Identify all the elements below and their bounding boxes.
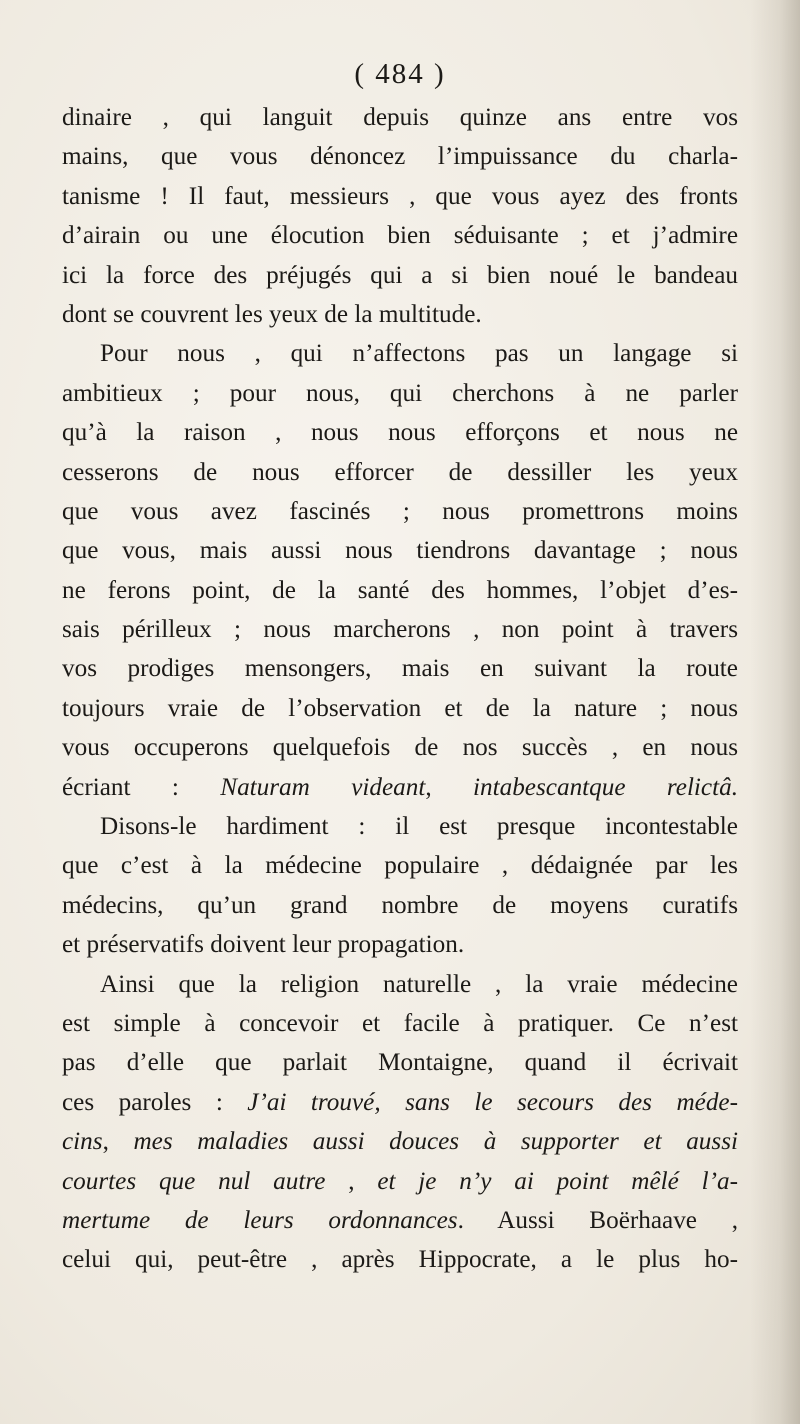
text-line [62, 571, 738, 610]
text-line [62, 1162, 738, 1201]
text-line [62, 807, 738, 846]
body-text [62, 98, 738, 1280]
text-line [62, 649, 738, 688]
text-run: sais périlleux ; nous marcherons , non point à travers [62, 616, 738, 644]
text-line [62, 1004, 738, 1043]
text-run: que vous, mais aussi nous tiendrons davantage ; nous [62, 537, 738, 565]
text-run: vous occuperons quelquefois de nos succès , en nous [62, 734, 738, 762]
text-run: ici la force des préjugés qui a si bien noué le bandeau [62, 261, 738, 289]
text-run: , [325, 1167, 378, 1195]
text-run: ne ferons point, de la santé des hommes, l’objet d’es- [62, 576, 738, 604]
text-line [62, 453, 738, 492]
text-line [62, 216, 738, 255]
text-line [62, 334, 738, 373]
text-line [62, 610, 738, 649]
text-run: Ainsi que la religion naturelle , la vraie médecine [100, 970, 738, 998]
italic-text: mertume de leurs ordonnances [62, 1206, 458, 1234]
text-line [62, 374, 738, 413]
page-edge-shadow [750, 0, 800, 1424]
text-line [62, 295, 738, 334]
text-line [62, 492, 738, 531]
text-run: , [102, 1128, 134, 1156]
text-line [62, 689, 738, 728]
italic-text: Naturam videant [220, 773, 426, 801]
text-line [62, 846, 738, 885]
text-line [62, 98, 738, 137]
text-run: pas d’elle que parlait Montaigne, quand il écrivait [62, 1049, 738, 1077]
text-line [62, 925, 738, 964]
text-line [62, 256, 738, 295]
text-line [62, 1043, 738, 1082]
text-line [62, 413, 738, 452]
text-run: cesserons de nous efforcer de dessiller les yeux [62, 458, 738, 486]
text-line [62, 768, 738, 807]
text-line [62, 177, 738, 216]
text-line [62, 965, 738, 1004]
text-line [62, 1240, 738, 1279]
text-run: celui qui, peut-être , après Hippocrate, a le plus ho- [62, 1246, 738, 1274]
text-line [62, 1122, 738, 1161]
text-run: vos prodiges mensongers, mais en suivant la route [62, 655, 738, 683]
text-run: médecins, qu’un grand nombre de moyens curatifs [62, 891, 738, 919]
text-run: ambitieux ; pour nous, qui cherchons à ne parler [62, 379, 738, 407]
text-line [62, 137, 738, 176]
italic-text: et je n’y ai point mêlé l’a- [377, 1167, 738, 1195]
text-line [62, 886, 738, 925]
italic-text: cins [62, 1128, 103, 1156]
italic-text: courtes que nul autre [62, 1167, 326, 1195]
italic-text: intabescantque relictâ. [473, 773, 739, 801]
text-run: . Aussi Boërhaave , [457, 1206, 738, 1234]
text-run: ces paroles : [62, 1088, 248, 1116]
text-run: mains, que vous dénoncez l’impuissance du charla- [62, 143, 738, 171]
text-run: tanisme ! Il faut, messieurs , que vous ayez des fronts [62, 182, 738, 210]
text-run: , [425, 773, 474, 801]
text-run: Pour nous , qui n’affectons pas un langage si [100, 340, 738, 368]
text-run: et préservatifs doivent leur propagation. [62, 931, 465, 959]
text-line [62, 1083, 738, 1122]
text-line [62, 1201, 738, 1240]
italic-text: mes maladies aussi douces à supporter et aussi [133, 1128, 738, 1156]
text-run: d’airain ou une élocution bien séduisante ; et j’admire [62, 222, 738, 250]
text-run: que c’est à la médecine populaire , dédaignée par les [62, 852, 738, 880]
text-run: dont se couvrent les yeux de la multitude. [62, 300, 482, 328]
text-run: qu’à la raison , nous nous efforçons et nous ne [62, 419, 738, 447]
text-run: toujours vraie de l’observation et de la nature ; nous [62, 694, 738, 722]
page-number: ( 484 ) [354, 58, 446, 90]
text-run: dinaire , qui languit depuis quinze ans entre vos [62, 104, 738, 131]
italic-text: J’ai trouvé, sans le secours des méde- [247, 1088, 738, 1116]
text-run: Disons-le hardiment : il est presque incontestable [100, 813, 738, 841]
text-run: que vous avez fascinés ; nous promettrons moins [62, 497, 738, 525]
text-line [62, 531, 738, 570]
text-run: est simple à concevoir et facile à pratiquer. Ce n’est [62, 1009, 738, 1037]
text-line [62, 728, 738, 767]
text-run: écriant : [62, 773, 221, 801]
